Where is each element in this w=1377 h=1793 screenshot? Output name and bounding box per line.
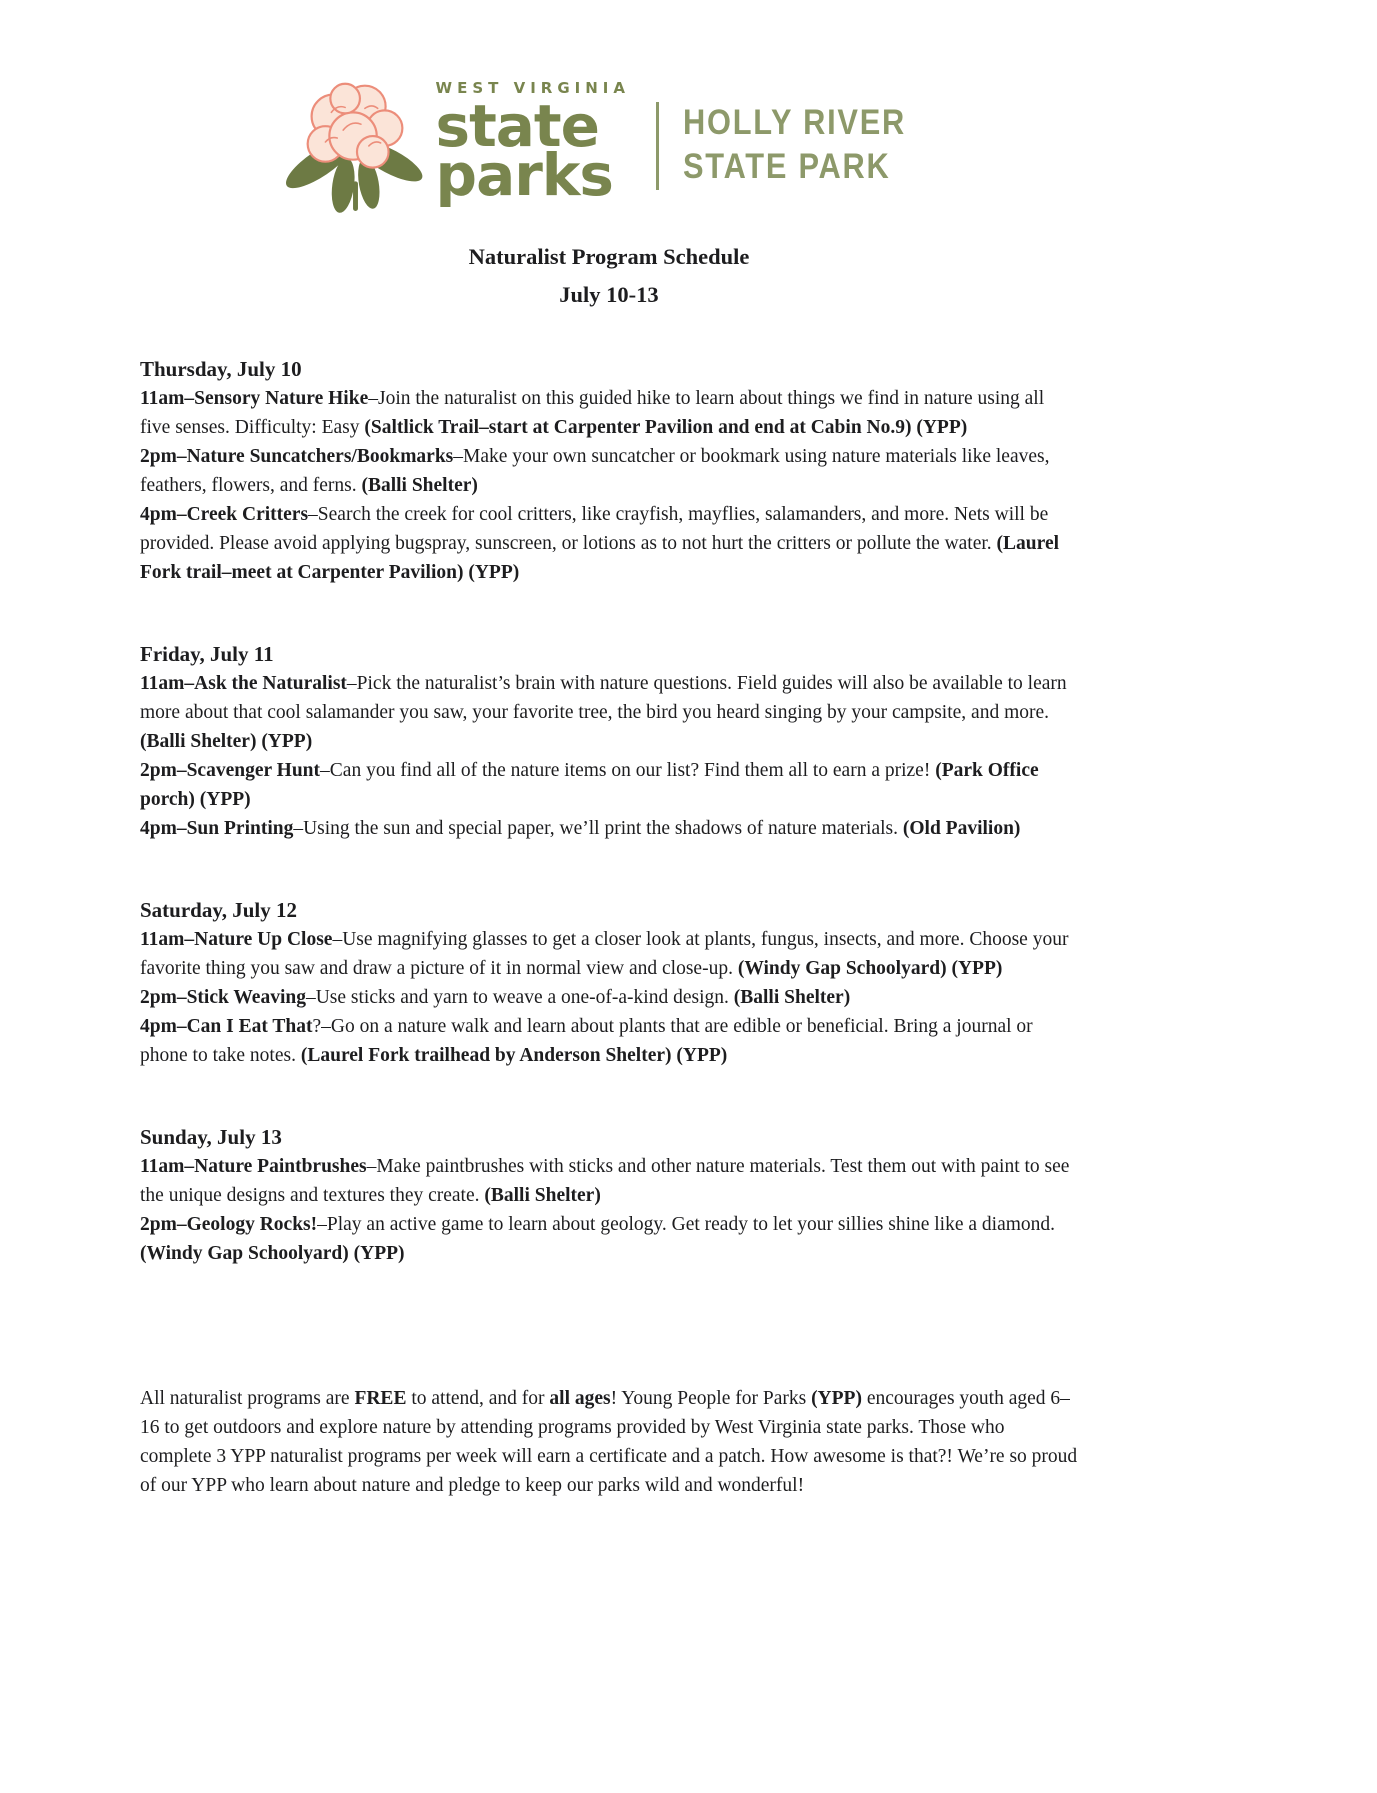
event-paragraph: [140, 669, 1078, 756]
bold-text-segment: 4pm–Can I Eat That: [140, 1016, 313, 1037]
title-line1: Naturalist Program Schedule: [468, 244, 750, 269]
bold-text-segment: (Windy Gap Schoolyard) (YPP): [140, 1243, 405, 1264]
bold-text-segment: 11am–Nature Up Close: [140, 929, 333, 950]
text-segment: encourages youth aged 6–16 to get outdoors and explore nature by attending programs provided by West Virginia state parks. Those who complete 3 YPP naturalist programs per week will earn a certificate and a patch. How awesome is that?! We’re so proud of our YPP who learn about nature and pledge to keep our parks wild and wonderful!: [140, 1388, 1078, 1496]
text-segment: All naturalist programs are: [140, 1388, 355, 1409]
bold-text-segment: 2pm–Stick Weaving: [140, 987, 306, 1008]
text-segment: ! Young People for Parks: [610, 1388, 812, 1409]
footer-paragraph: [140, 1384, 1078, 1500]
text-segment: –Use magnifying glasses to get a closer look at plants, fungus, insects, and more. Choose your favorite thing you saw and draw a picture of it in normal view and close-up.: [140, 929, 1069, 979]
bold-text-segment: 2pm–Geology Rocks!: [140, 1214, 318, 1235]
state-parks-wordmark: [435, 78, 630, 209]
bold-text-segment: (Balli Shelter): [484, 1185, 601, 1206]
page-title: [140, 238, 1078, 314]
day-section: [140, 639, 1078, 843]
bold-text-segment: (Saltlick Trail–start at Carpenter Pavilion and end at Cabin No.9) (YPP): [364, 417, 968, 438]
title-line2: July 10-13: [559, 282, 659, 307]
bold-text-segment: FREE: [354, 1388, 407, 1409]
text-segment: ?–Go on a nature walk and learn about plants that are edible or beneficial. Bring a journal or phone to take notes.: [140, 1016, 1033, 1066]
text-segment: –Pick the naturalist’s brain with nature questions. Field guides will also be available to learn more about that cool salamander you saw, your favorite tree, the bird you heard singing by your campsite, and more.: [140, 673, 1067, 723]
event-paragraph: [140, 384, 1078, 442]
bold-text-segment: 2pm–Nature Suncatchers/Bookmarks: [140, 446, 454, 467]
day-section: [140, 354, 1078, 587]
event-paragraph: [140, 500, 1078, 587]
bold-text-segment: (Old Pavilion): [902, 818, 1021, 839]
text-segment: –Can you find all of the nature items on our list? Find them all to earn a prize!: [320, 760, 936, 781]
event-paragraph: [140, 1012, 1078, 1070]
bold-text-segment: (Laurel Fork trailhead by Anderson Shelter) (YPP): [300, 1045, 728, 1066]
day-heading: Friday, July 11: [140, 642, 274, 666]
bold-text-segment: 11am–Sensory Nature Hike: [140, 388, 369, 409]
park-name-line1: HOLLY RIVER: [682, 103, 907, 142]
region-label: WEST VIRGINIA: [435, 78, 630, 97]
event-paragraph: [140, 756, 1078, 814]
bold-text-segment: 11am–Ask the Naturalist: [140, 673, 347, 694]
day-section: [140, 1122, 1078, 1268]
text-segment: –Play an active game to learn about geology. Get ready to let your sillies shine like a diamond.: [317, 1214, 1056, 1235]
rhododendron-flower-icon: [282, 65, 430, 213]
park-name: [683, 101, 936, 189]
bold-text-segment: 4pm–Creek Critters: [140, 504, 309, 525]
day-heading: Sunday, July 13: [140, 1125, 282, 1149]
event-paragraph: [140, 814, 1078, 843]
text-segment: –Join the naturalist on this guided hike to learn about things we find in nature using all five senses. Difficulty: Easy: [140, 388, 1045, 438]
logo-divider: [656, 102, 659, 190]
bold-text-segment: (Balli Shelter): [733, 987, 851, 1008]
brand-word-state: state: [435, 91, 599, 160]
day-heading: Saturday, July 12: [140, 898, 297, 922]
text-segment: –Using the sun and special paper, we’ll print the shadows of nature materials.: [293, 818, 903, 839]
event-paragraph: [140, 983, 1078, 1012]
bold-text-segment: (Park Office porch) (YPP): [140, 760, 1039, 810]
text-segment: –Make paintbrushes with sticks and other nature materials. Test them out with paint to see the unique designs and textures they create.: [140, 1156, 1070, 1206]
event-paragraph: [140, 442, 1078, 500]
document-content: [140, 0, 1078, 1500]
text-segment: to attend, and for: [406, 1388, 550, 1409]
bold-text-segment: (Balli Shelter) (YPP): [140, 731, 313, 752]
bold-text-segment: 2pm–Scavenger Hunt: [140, 760, 321, 781]
bold-text-segment: 11am–Nature Paintbrushes: [140, 1156, 367, 1177]
day-section: [140, 895, 1078, 1070]
text-segment: –Use sticks and yarn to weave a one-of-a-kind design.: [305, 987, 734, 1008]
event-paragraph: [140, 925, 1078, 983]
text-segment: –Search the creek for cool critters, like crayfish, mayflies, salamanders, and more. Nets will be provided. Please avoid applying bugspray, sunscreen, or lotions as to not hurt the critters or pollute the water.: [140, 504, 1049, 554]
bold-text-segment: 4pm–Sun Printing: [140, 818, 294, 839]
bold-text-segment: (Laurel Fork trail–meet at Carpenter Pavilion) (YPP): [140, 533, 1060, 583]
bold-text-segment: (Windy Gap Schoolyard) (YPP): [737, 958, 1003, 979]
bold-text-segment: all ages: [549, 1388, 611, 1409]
event-paragraph: [140, 1152, 1078, 1210]
schedule-days: [140, 354, 1078, 1268]
day-heading: Thursday, July 10: [140, 357, 302, 381]
event-paragraph: [140, 1210, 1078, 1268]
park-name-line2: STATE PARK: [682, 147, 891, 186]
brand-word-parks: parks: [435, 140, 613, 209]
text-segment: –Make your own suncatcher or bookmark using nature materials like leaves, feathers, flowers, and ferns.: [140, 446, 1050, 496]
park-logo: [140, 64, 1078, 214]
bold-text-segment: (YPP): [811, 1388, 862, 1409]
bold-text-segment: (Balli Shelter): [361, 475, 478, 496]
